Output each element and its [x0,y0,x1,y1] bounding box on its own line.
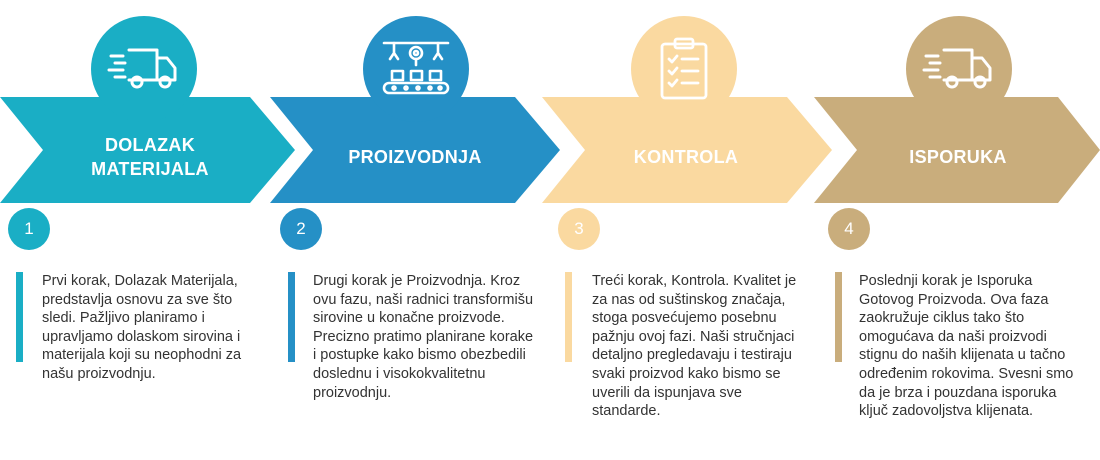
stage-1-accent-bar [16,272,23,362]
stage-2-icon-circle [363,16,469,122]
stage-1-title [50,112,250,202]
checklist-clipboard-icon [654,36,714,102]
stage-4-accent-bar [835,272,842,362]
delivery-truck-icon [107,44,181,94]
stage-1-description: Prvi korak, Dolazak Materijala, predstavlja osnovu za sve što sledi. Pažljivo planiramo i upravljamo dolaskom sirovina i materijala koji su neophodni za našu proizvodnju. [42,273,242,382]
stage-3-icon-circle [631,16,737,122]
stage-2-description: Drugi korak je Proizvodnja. Kroz ovu fazu, naši radnici transformišu sirovine u konačne proizvode. Precizno pratimo planirane korake i postupke kako bismo obezbedili doslednu i visokokvalitetnu proizvodnju. [313,273,534,401]
stage-2-title-text: PROIZVODNJA [348,147,482,167]
stage-2-title [315,112,515,202]
stage-1-title-line-2: MATERIJALA [91,159,209,179]
production-line-icon [378,39,454,99]
stage-4-icon-circle [906,16,1012,122]
stage-1-title-line-1: DOLAZAK [104,135,196,155]
stage-4-title-text: ISPORUKA [909,147,1007,167]
stage-2-number: 2 [280,208,322,250]
stage-4-description: Poslednji korak je Isporuka Gotovog Proizvoda. Ova faza zaokružuje ciklus tako što omogućava da naši proizvodi stignu do naših klijenata u tačno određenim rokovima. Svesni smo da je brza i pouzdana isporuka ključ zadovoljstva klijenata. [859,273,1074,420]
stage-3-title [586,112,786,202]
stage-1-icon-circle [91,16,197,122]
stage-1-number: 1 [8,208,50,250]
stage-3-accent-bar [565,272,572,362]
delivery-truck-icon [922,44,996,94]
stage-3-title-text: KONTROLA [633,147,739,167]
stage-3-number: 3 [558,208,600,250]
stage-4-title [858,112,1058,202]
stage-4-number: 4 [828,208,870,250]
stage-3-description: Treći korak, Kontrola. Kvalitet je za nas od suštinskog značaja, stoga posvećujemo posebnu pažnju ovoj fazi. Naši stručnjaci detaljno pregledavaju i testiraju svaki proizvod kako bismo se uverili da ispunjava sve standarde. [592,273,797,420]
stage-2-accent-bar [288,272,295,362]
